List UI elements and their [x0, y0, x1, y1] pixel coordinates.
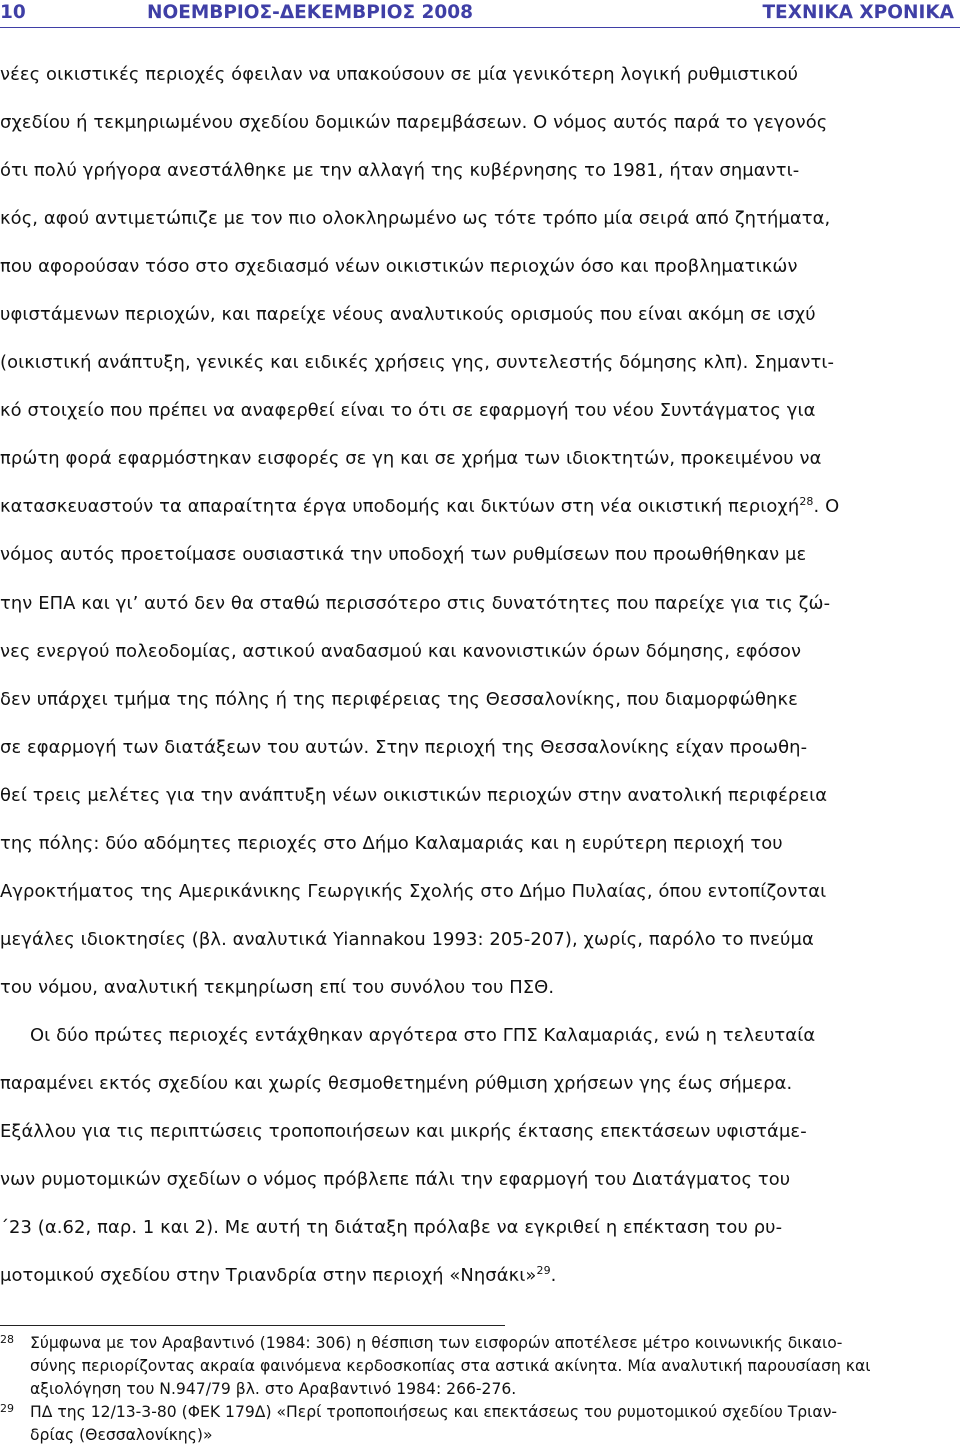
footnote-line: ΠΔ της 12/13-3-80 (ΦΕΚ 179Δ) «Περί τροποποιήσεως και επεκτάσεως του ρυμοτομικού σχεδίου Τριαν- [30, 1403, 838, 1421]
body-line [0, 491, 960, 539]
footnote-ref-28[interactable]: 28 [799, 495, 814, 509]
body-line: δεν υπάρχει τμήμα της πόλης ή της περιφέρειας της Θεσσαλονίκης, που διαμορφώθηκε [0, 688, 798, 710]
body-line: του νόμου, αναλυτική τεκμηρίωση επί του συνόλου του ΠΣΘ. [0, 976, 555, 998]
footnotes [0, 1332, 960, 1447]
body-line: σε εφαρμογή των διατάξεων του αυτών. Στην περιοχή της Θεσσαλονίκης είχαν προωθη- [0, 736, 808, 758]
body-line: Αγροκτήματος της Αμερικάνικης Γεωργικής Σχολής στο Δήμο Πυλαίας, όπου εντοπίζονται [0, 880, 827, 902]
body-line: κό στοιχείο που πρέπει να αναφερθεί είναι το ότι σε εφαρμογή του νέου Συντάγματος για [0, 400, 816, 422]
body-line: την ΕΠΑ και γι’ αυτό δεν θα σταθώ περισσότερο στις δυνατότητες που παρείχε για τις ζώ- [0, 592, 831, 614]
footnote-divider [0, 1325, 505, 1326]
page-number: 10 [0, 2, 26, 23]
body-line: ότι πολύ γρήγορα ανεστάλθηκε με την αλλαγή της κυβέρνησης το 1981, ήταν σημαντι- [0, 160, 800, 182]
footnote-line: Σύμφωνα με τον Αραβαντινό (1984: 306) η θέσπιση των εισφορών αποτέλεσε μέτρο κοινωνικής δικαιο- [30, 1334, 843, 1352]
header-divider [0, 27, 960, 28]
body-text-segment: . Ο [813, 496, 840, 518]
footnote-28 [0, 1332, 960, 1401]
body-line: παραμένει εκτός σχεδίου και χωρίς θεσμοθετημένη ρύθμιση χρήσεων γης έως σήμερα. [0, 1072, 793, 1094]
body-line: πρώτη φορά εφαρμόστηκαν εισφορές σε γη και σε χρήμα των ιδιοκτητών, προκειμένου να [0, 448, 822, 470]
body-line: μεγάλες ιδιοκτησίες (βλ. αναλυτικά Yiannakou 1993: 205-207), χωρίς, παρόλο το πνεύμα [0, 928, 814, 950]
page-header [0, 0, 960, 26]
body-line: κός, αφού αντιμετώπιζε με τον πιο ολοκληρωμένο ως τότε τρόπο μία σειρά από ζητήματα, [0, 208, 831, 230]
footnote-29 [0, 1401, 960, 1447]
body-line: νόμος αυτός προετοίμασε ουσιαστικά την υποδοχή των ρυθμίσεων που προωθήθηκαν με [0, 544, 807, 566]
body-line [0, 1260, 960, 1308]
body-line: νων ρυμοτομικών σχεδίων ο νόμος πρόβλεπε πάλι την εφαρμογή του Διατάγματος του [0, 1169, 791, 1191]
footnote-number: 29 [0, 1402, 14, 1415]
footnote-line: σύνης περιορίζοντας ακραία φαινόμενα κερδοσκοπίας στα αστικά ακίνητα. Μία αναλυτική παρουσίαση και [30, 1357, 871, 1375]
body-line: (οικιστική ανάπτυξη, γενικές και ειδικές χρήσεις γης, συντελεστής δόμησης κλπ). Σημαντι- [0, 352, 835, 374]
body-line: σχεδίου ή τεκμηριωμένου σχεδίου δομικών παρεμβάσεων. Ο νόμος αυτός παρά το γεγονός [0, 112, 828, 134]
body-line: της πόλης: δύο αδόμητες περιοχές στο Δήμο Καλαμαριάς και η ευρύτερη περιοχή του [0, 832, 783, 854]
footnote-ref-29[interactable]: 29 [536, 1264, 551, 1278]
body-line: νέες οικιστικές περιοχές όφειλαν να υπακούσουν σε μία γενικότερη λογική ρυθμιστικού [0, 64, 799, 85]
article-body [0, 59, 960, 1308]
body-line: θεί τρεις μελέτες για την ανάπτυξη νέων οικιστικών περιοχών στην ανατολική περιφέρεια [0, 784, 828, 806]
paragraph-start-line: Οι δύο πρώτες περιοχές εντάχθηκαν αργότερα στο ΓΠΣ Καλαμαριάς, ενώ η τελευταία [30, 1024, 816, 1046]
body-line: υφιστάμενων περιοχών, και παρείχε νέους αναλυτικούς ορισμούς που είναι ακόμη σε ισχύ [0, 304, 816, 326]
footnote-line: δρίας (Θεσσαλονίκης)» [30, 1426, 213, 1444]
body-line: ΄23 (α.62, παρ. 1 και 2). Με αυτή τη διάταξη πρόλαβε να εγκριθεί η επέκταση του ρυ- [0, 1217, 783, 1239]
journal-title: ΤΕΧΝΙΚΑ ΧΡΟΝΙΚΑ [762, 2, 954, 23]
body-line: που αφορούσαν τόσο στο σχεδιασμό νέων οικιστικών περιοχών όσο και προβληματικών [0, 256, 798, 278]
body-text-segment: κατασκευαστούν τα απαραίτητα έργα υποδομής και δικτύων στη νέα οικιστική περιοχή [0, 496, 800, 518]
footnote-number: 28 [0, 1333, 14, 1346]
footnote-line: αξιολόγηση του Ν.947/79 βλ. στο Αραβαντινό 1984: 266-276. [30, 1380, 517, 1398]
body-text-segment: . [550, 1265, 557, 1287]
issue-date: ΝΟΕΜΒΡΙΟΣ-ΔΕΚΕΜΒΡΙΟΣ 2008 [147, 2, 474, 23]
body-text-segment: μοτομικού σχεδίου στην Τριανδρία στην περιοχή «Νησάκι» [0, 1265, 537, 1287]
body-line: νες ενεργού πολεοδομίας, αστικού αναδασμού και κανονιστικών όρων δόμησης, εφόσον [0, 640, 802, 662]
body-line: Εξάλλου για τις περιπτώσεις τροποποιήσεων και μικρής έκτασης επεκτάσεων υφιστάμε- [0, 1121, 807, 1143]
